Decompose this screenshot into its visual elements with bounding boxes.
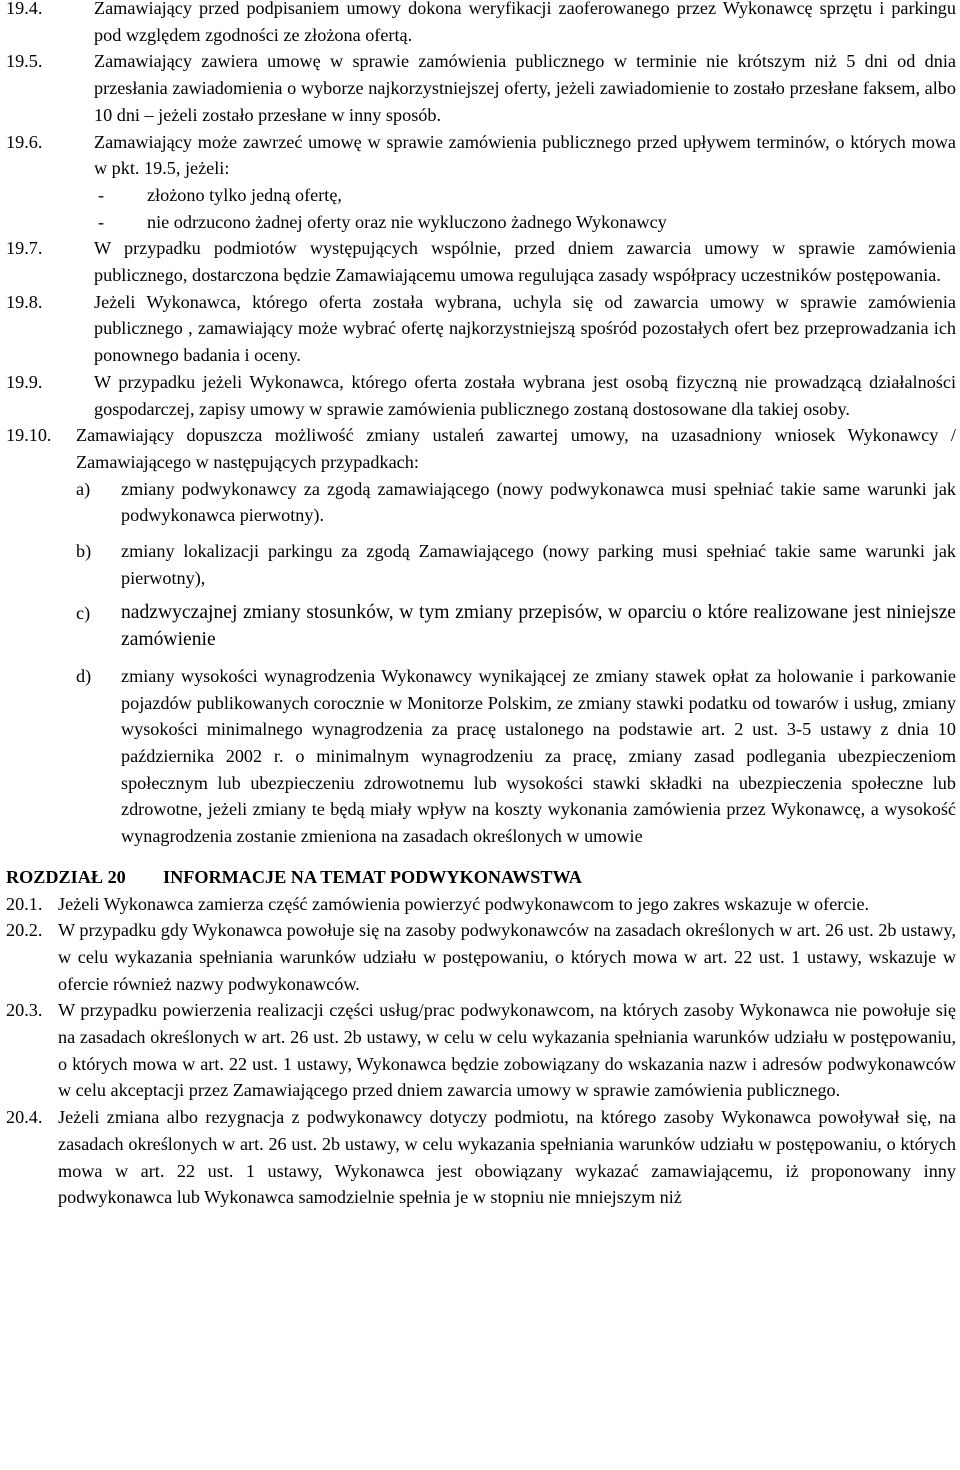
- sub-item-c: [76, 600, 956, 653]
- item-number: 20.2.: [6, 920, 43, 941]
- section-20-4: [6, 1104, 956, 1211]
- sub-text: zmiany wysokości wynagrodzenia Wykonawcy wynikającej ze zmiany stawek opłat za holowanie i parkowanie pojazdów publikowanych corocznie w Monitorze Polskim, ze zmiany stawki podatku od towarów i usług, zmiany wysokości minimalnego wynagrodzenia za pracę ustalonego na podstawie art. 2 ust. 3-5 ustawy z dnia 10 października 2002 r. o minimalnym wynagrodzeniu za pracę, zmiany zasad podlegania ubezpieczeniom społecznym lub ubezpieczeniu zdrowotnemu lub wysokości stawki składki na ubezpieczenia społeczne lub zdrowotne, jeżeli zmiany te będą miały wpływ na koszty wykonania zamówienia przez Wykonawcę, a wysokość wynagrodzenia zostanie zmieniona na zasadach określonych w umowie: [121, 665, 956, 847]
- sub-label: b): [76, 541, 92, 562]
- item-number: 19.6.: [6, 131, 43, 152]
- item-number: 19.7.: [6, 238, 43, 259]
- sub-item-d: [76, 663, 956, 850]
- dash-marker: -: [98, 211, 105, 232]
- item-number: 19.8.: [6, 291, 43, 312]
- section-19-6: [6, 129, 956, 236]
- item-text: Jeżeli Wykonawca, którego oferta została wybrana, uchyla się od zawarcia umowy w sprawie zamówienia publicznego , zamawiający może wybrać ofertę najkorzystniejszą spośród pozostałych ofert bez przeprowadzania ich ponownego badania i oceny.: [94, 291, 956, 366]
- section-19-5: [6, 48, 956, 128]
- section-19-9: [6, 369, 956, 422]
- document-page: [6, 0, 956, 1211]
- sub-label: d): [76, 665, 92, 686]
- dash-item: [94, 209, 956, 236]
- item-text: W przypadku podmiotów występujących wspólnie, przed dniem zawarcia umowy w sprawie zamówienia publicznego, dostarczona będzie Zamawiającemu umowa regulująca zasady współpracy uczestników postępowania.: [94, 238, 956, 286]
- sub-label: c): [76, 603, 91, 624]
- section-19-8: [6, 289, 956, 369]
- chapter-number: ROZDZIAŁ 20: [6, 866, 126, 887]
- item-number: 19.4.: [6, 0, 43, 18]
- chapter-title: INFORMACJE NA TEMAT PODWYKONAWSTWA: [163, 866, 582, 887]
- item-text: Zamawiający może zawrzeć umowę w sprawie zamówienia publicznego przed upływem terminów, o których mowa w pkt. 19.5, jeżeli:: [94, 131, 956, 179]
- item-text: Zamawiający dopuszcza możliwość zmiany ustaleń zawartej umowy, na uzasadniony wniosek Wykonawcy / Zamawiającego w następujących przypadkach:: [76, 425, 956, 472]
- sub-item-a: [76, 476, 956, 529]
- item-text: Zamawiający zawiera umowę w sprawie zamówienia publicznego w terminie nie krótszym niż 5 dni od dnia przesłania zawiadomienia o wyborze najkorzystniejszej oferty, jeżeli zawiadomienie to zostało przesłane faksem, albo 10 dni – jeżeli zostało przesłane w inny sposób.: [94, 51, 956, 125]
- section-19-4: [6, 0, 956, 48]
- sub-label: a): [76, 478, 91, 499]
- sub-item-b: [76, 538, 956, 591]
- item-number: 19.5.: [6, 51, 43, 72]
- dash-marker: -: [98, 184, 105, 205]
- sub-text: zmiany podwykonawcy za zgodą zamawiającego (nowy podwykonawca musi spełniać takie same warunki jak podwykonawca pierwotny).: [121, 478, 956, 526]
- item-text: W przypadku gdy Wykonawca powołuje się na zasoby podwykonawców na zasadach określonych w art. 26 ust. 2b ustawy, w celu wykazania spełniania warunków udziału w postępowaniu, o których mowa w art. 22 ust. 1 ustawy, wskazuje w ofercie również nazwy podwykonawców.: [58, 920, 956, 994]
- section-20-2: [6, 917, 956, 997]
- item-text: Zamawiający przed podpisaniem umowy dokona weryfikacji zaoferowanego przez Wykonawcę sprzętu i parkingu pod względem zgodności ze złożona ofertą.: [94, 0, 956, 45]
- item-number: 19.10.: [6, 425, 52, 446]
- chapter-heading: [6, 864, 956, 891]
- section-19-7: [6, 235, 956, 288]
- item-text: Jeżeli Wykonawca zamierza część zamówienia powierzyć podwykonawcom to jego zakres wskazuje w ofercie.: [58, 893, 870, 914]
- dash-text: złożono tylko jedną ofertę,: [147, 184, 342, 205]
- item-text: Jeżeli zmiana albo rezygnacja z podwykonawcy dotyczy podmiotu, na którego zasoby Wykonawca powoływał się, na zasadach określonych w art. 26 ust. 2b ustawy, w celu wykazania spełniania warunków udziału w postępowaniu, o których mowa w art. 22 ust. 1 ustawy, Wykonawca jest obowiązany wykazać zamawiającemu, iż proponowany inny podwykonawca lub Wykonawca samodzielnie spełnia je w stopniu nie mniejszym niż: [58, 1107, 956, 1208]
- item-text: W przypadku powierzenia realizacji części usług/prac podwykonawcom, na których zasoby Wykonawca nie powołuje się na zasadach określonych w art. 26 ust. 2b ustawy, w celu w celu wykazania spełniania warunków udziału w postępowaniu, o których mowa w art. 22 ust. 1 ustawy, Wykonawca będzie zobowiązany do wskazania nazw i adresów podwykonawców w celu akceptacji przez Zamawiającego przed dniem zawarcia umowy w sprawie zamówienia publicznego.: [58, 1000, 956, 1101]
- item-text: W przypadku jeżeli Wykonawca, którego oferta została wybrana jest osobą fizyczną nie prowadzącą działalności gospodarczej, zapisy umowy w sprawie zamówienia publicznego zostaną dostosowane dla takiej osoby.: [94, 371, 956, 419]
- item-number: 20.3.: [6, 1000, 43, 1021]
- section-20-1: [6, 891, 956, 918]
- item-number: 20.4.: [6, 1107, 43, 1128]
- item-number: 19.9.: [6, 371, 43, 392]
- section-19-10: [6, 422, 956, 850]
- section-20-3: [6, 997, 956, 1104]
- dash-item: [94, 182, 956, 209]
- dash-text: nie odrzucono żadnej oferty oraz nie wykluczono żadnego Wykonawcy: [147, 211, 667, 232]
- sub-text: zmiany lokalizacji parkingu za zgodą Zamawiającego (nowy parking musi spełniać takie same warunki jak pierwotny),: [121, 541, 956, 588]
- sub-text: nadzwyczajnej zmiany stosunków, w tym zmiany przepisów, w oparciu o które realizowane jest niniejsze zamówienie: [121, 602, 956, 651]
- item-number: 20.1.: [6, 893, 43, 914]
